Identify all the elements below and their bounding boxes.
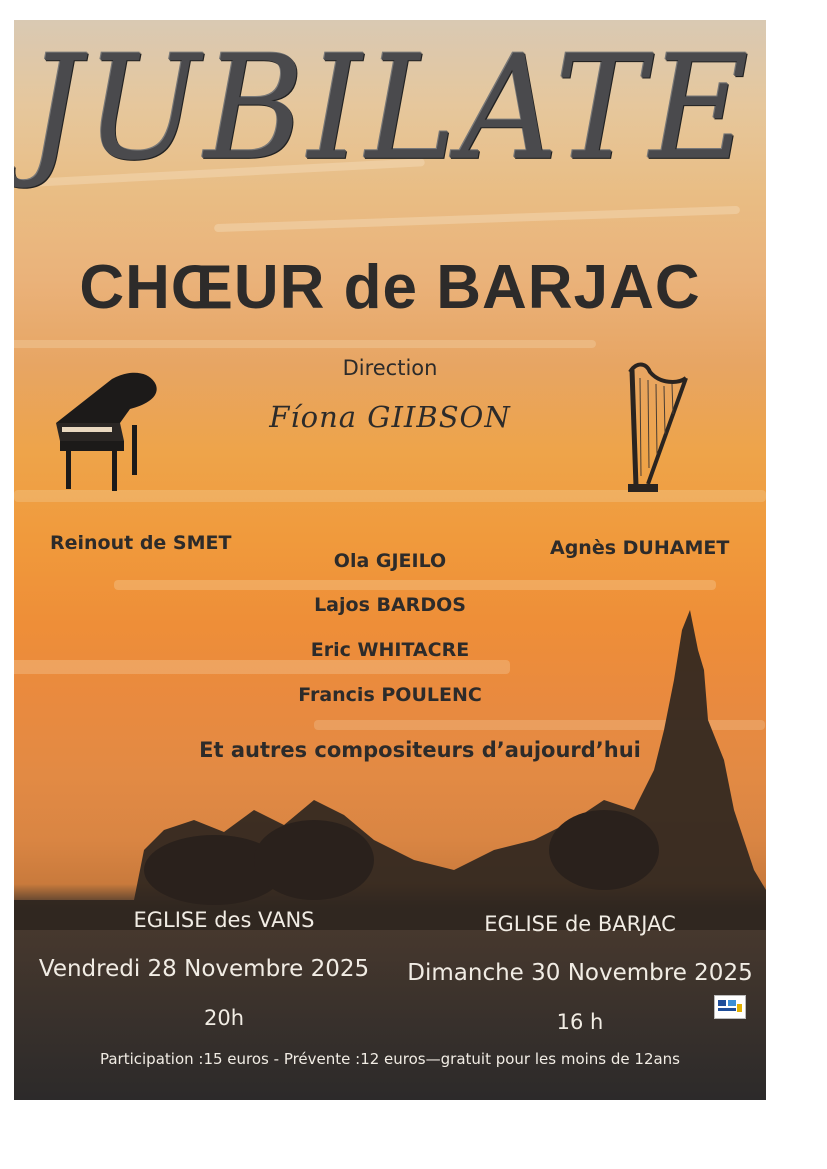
grand-piano-icon [50, 365, 162, 495]
harpist-name: Agnès DUHAMET [550, 537, 730, 559]
concert-date: Vendredi 28 Novembre 2025 [38, 956, 370, 982]
concert-time: 20h [203, 1006, 245, 1030]
composer-item: Ola GJEILO [333, 550, 447, 572]
composer-item: Francis POULENC [298, 684, 482, 706]
poster-title: JUBILATE [27, 25, 753, 193]
venue-name: EGLISE de BARJAC [484, 912, 676, 936]
concert-time: 16 h [556, 1010, 604, 1034]
concert-date: Dimanche 30 Novembre 2025 [407, 960, 753, 986]
director-name: Fíona GIIBSON [269, 400, 511, 434]
pianist-name: Reinout de SMET [50, 532, 232, 554]
pricing-info: Participation :15 euros - Prévente :12 euros—gratuit pour les moins de 12ans [99, 1050, 680, 1068]
harp-icon [620, 358, 692, 498]
composer-item: Lajos BARDOS [314, 594, 466, 616]
venue-name: EGLISE des VANS [133, 908, 315, 932]
choir-name: CHŒUR de BARJAC [79, 253, 701, 322]
poster [14, 20, 766, 1100]
other-composers: Et autres compositeurs d’aujourd’hui [199, 738, 641, 762]
direction-label: Direction [342, 356, 438, 380]
composer-item: Eric WHITACRE [310, 639, 470, 661]
organizer-logo [714, 995, 746, 1019]
